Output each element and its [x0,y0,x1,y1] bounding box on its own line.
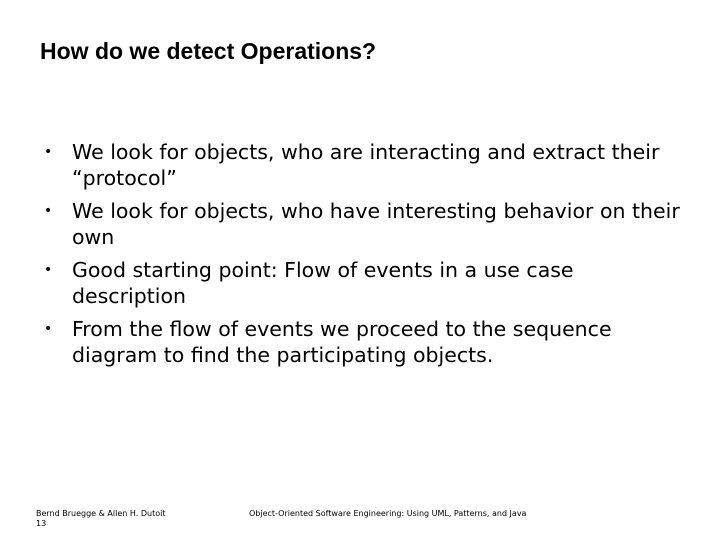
bullet-item [44,317,694,368]
bullet-text: We look for objects, who are interacting and extract their “protocol” [72,140,660,190]
bullet-list [44,140,694,376]
bullet-item [44,140,694,191]
bullet-item [44,258,694,309]
bullet-marker: • [44,144,53,160]
bullet-text: Good starting point: Flow of events in a use case description [72,258,574,308]
bullet-marker: • [44,321,53,337]
bullet-text: We look for objects, who have interesting behavior on their own [72,199,680,249]
footer-authors-block [36,509,165,529]
footer-page-number: 13 [36,519,47,528]
bullet-item [44,199,694,250]
bullet-marker: • [44,262,53,278]
bullet-text: From the flow of events we proceed to the sequence diagram to find the participating objects. [72,317,612,367]
slide-title: How do we detect Operations? [40,38,377,64]
footer-authors: Bernd Bruegge & Allen H. Dutoit [36,509,166,518]
footer-book-title: Object-Oriented Software Engineering: Using UML, Patterns, and Java [249,509,527,518]
bullet-marker: • [44,203,53,219]
